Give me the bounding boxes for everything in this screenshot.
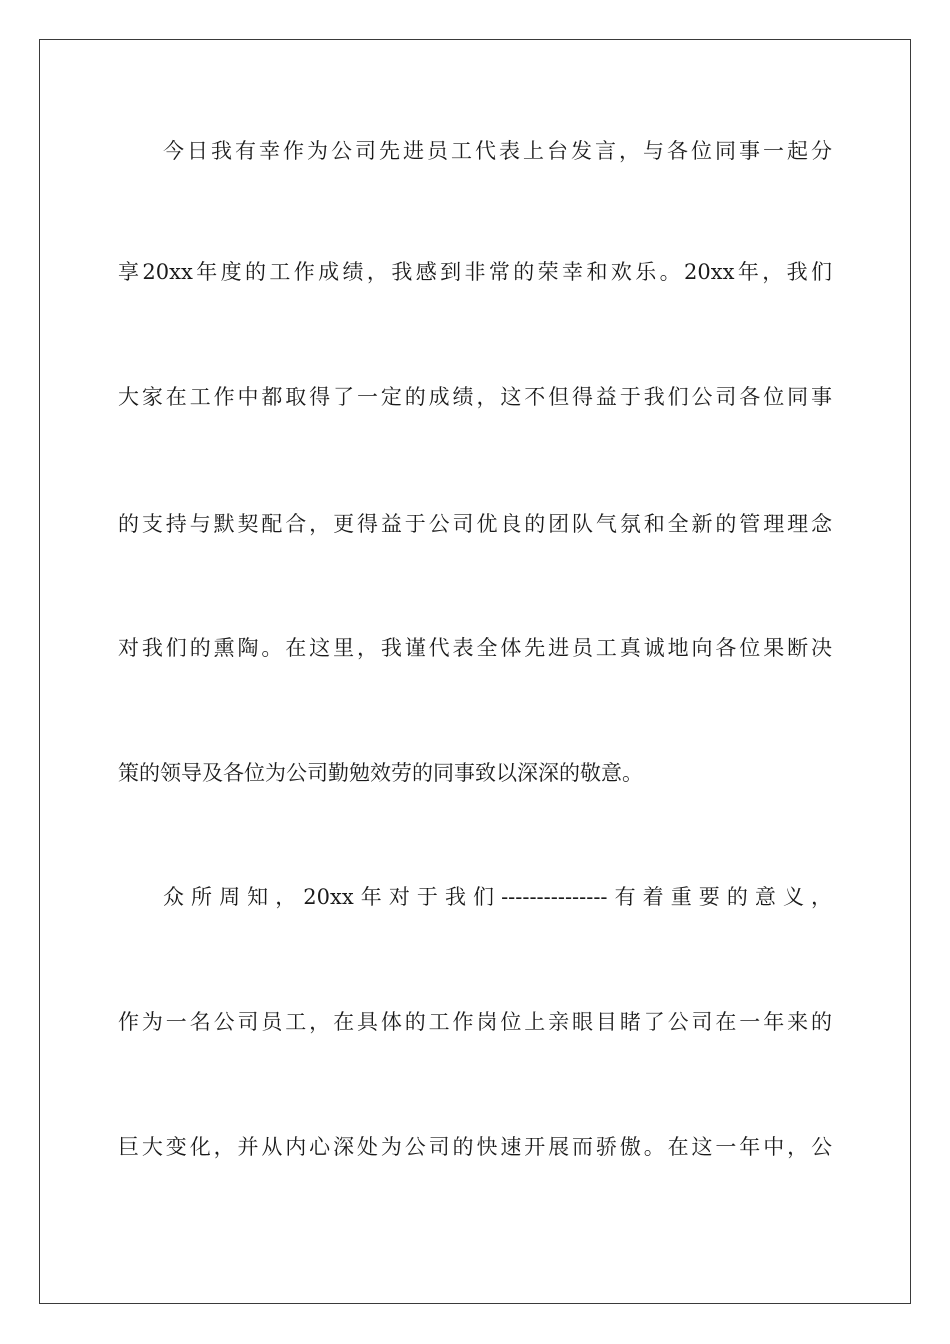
- paragraph-1-line-1: 今日我有幸作为公司先进员工代表上台发言，与各位同事一起分: [163, 139, 832, 163]
- paragraph-1-line-3: 大家在工作中都取得了一定的成绩，这不但得益于我们公司各位同事: [118, 385, 832, 409]
- page-border: [39, 39, 911, 1304]
- paragraph-1-line-5: 对我们的熏陶。在这里，我谨代表全体先进员工真诚地向各位果断决: [118, 636, 832, 660]
- paragraph-1-line-4: 的支持与默契配合，更得益于公司优良的团队气氛和全新的管理理念: [118, 512, 832, 536]
- paragraph-2-line-3: 巨大变化，并从内心深处为公司的快速开展而骄傲。在这一年中，公: [118, 1135, 832, 1159]
- paragraph-1-line-2: 享20xx年度的工作成绩，我感到非常的荣幸和欢乐。20xx年，我们: [118, 260, 832, 284]
- paragraph-1-line-6: 策的领导及各位为公司勤勉效劳的同事致以深深的敬意。: [118, 761, 643, 785]
- paragraph-2-line-2: 作为一名公司员工，在具体的工作岗位上亲眼目睹了公司在一年来的: [118, 1010, 832, 1034]
- paragraph-2-line-1: 众所周知，20xx年对于我们---------------有着重要的意义，: [163, 885, 832, 909]
